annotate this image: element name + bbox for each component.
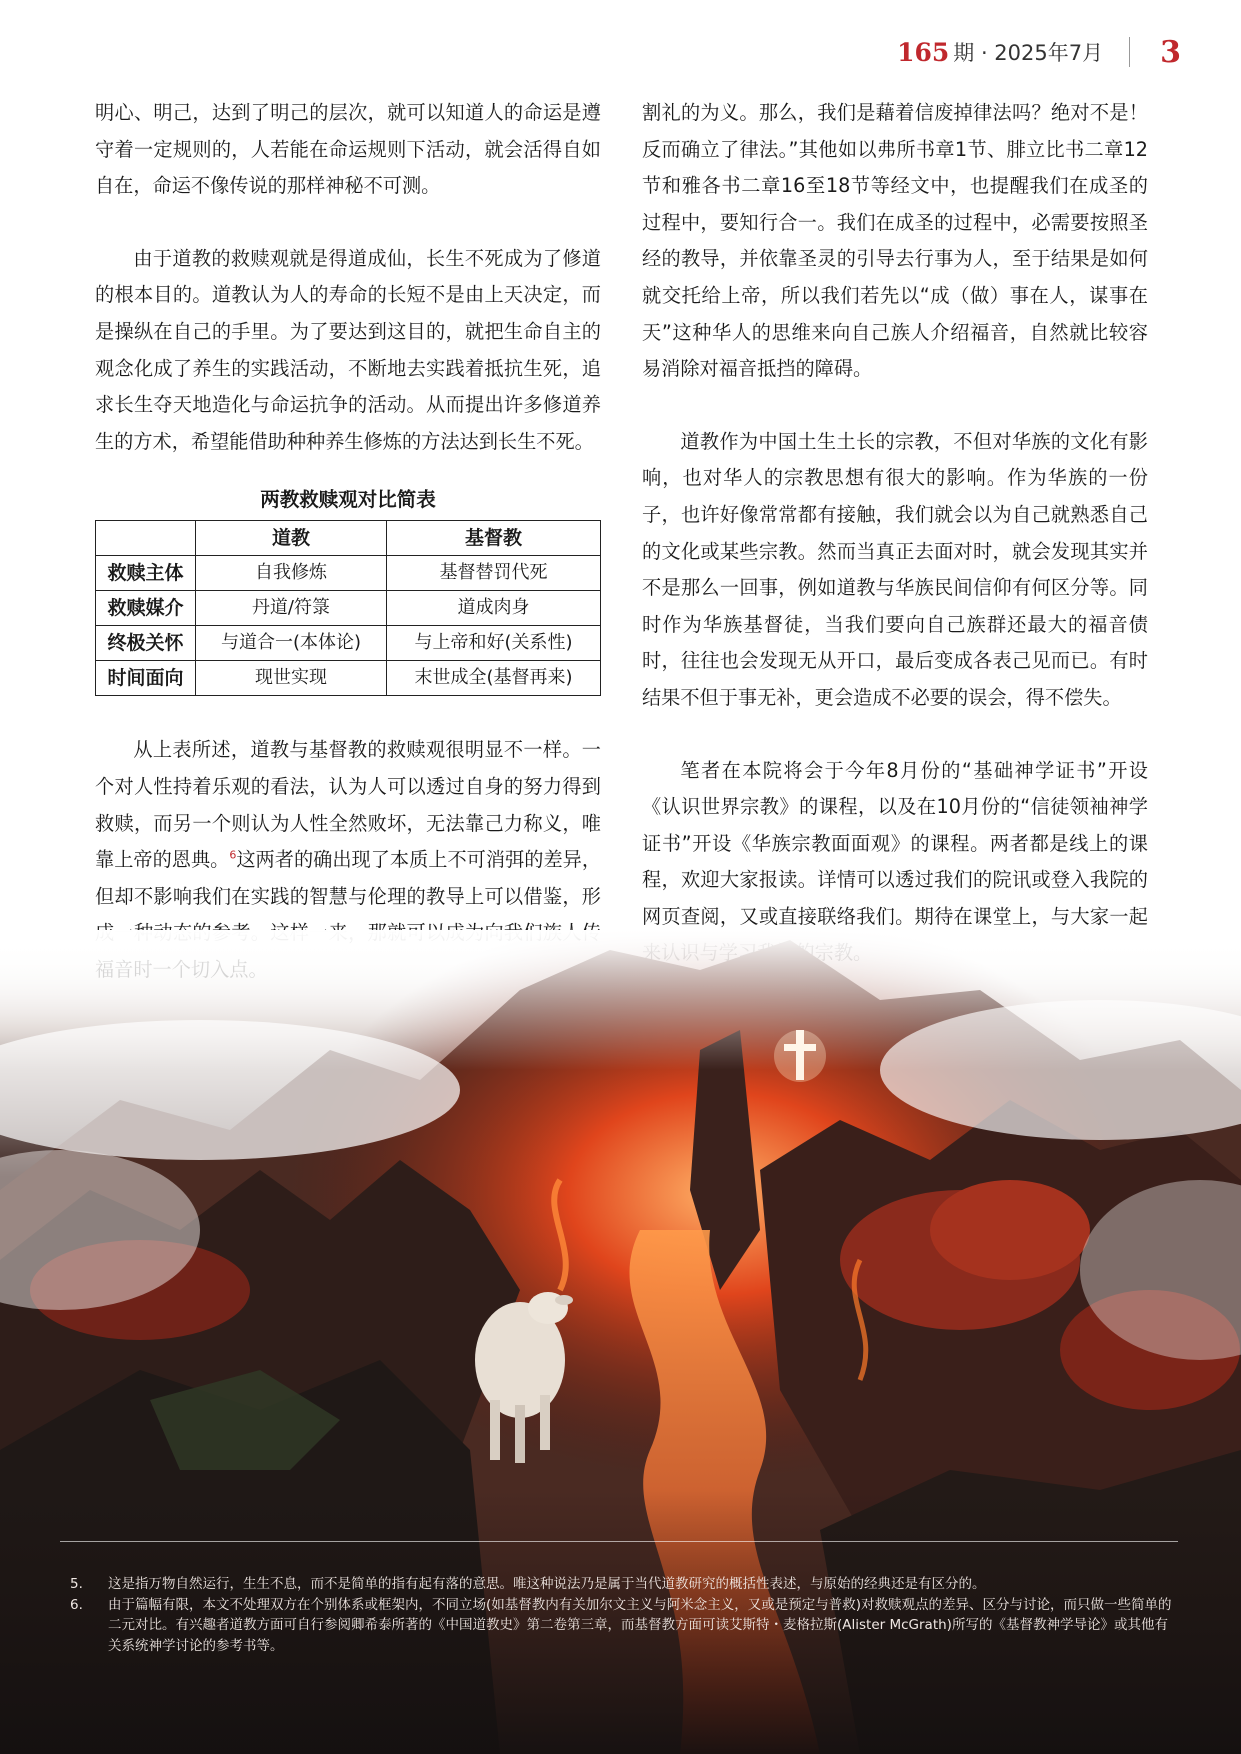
table-title: 两教救赎观对比简表: [260, 488, 436, 512]
table-corner-cell: [96, 521, 196, 556]
table-cell: 现世实现: [196, 661, 387, 696]
paragraph-text: 这两者的确出现了本质上不可消弭的差异，但却不影响我们在实践的智慧与伦理的教导上可以借鉴，形: [95, 848, 602, 908]
footnote-6: [70, 1595, 1180, 1657]
table-row: [96, 626, 601, 661]
row-label: 救赎媒介: [96, 591, 196, 626]
table-row: [96, 591, 601, 626]
issue-date: 期 · 2025年7月: [953, 41, 1104, 65]
row-label: 救赎主体: [96, 556, 196, 591]
footnote-divider: [60, 1541, 1178, 1542]
footnote-number: 5.: [70, 1576, 83, 1592]
table-cell: 基督替罚代死: [386, 556, 600, 591]
paragraph: 笔者在本院将会于今年8月份的“基础神学证书”开设《认识世界宗教》的课程，以及在10月份的“信徒领袖神学证书”开设《华族宗教面面观》的课程。两者都是线上的课程，欢迎大家报读。详情可以透过我们的院讯或登入我院的网页查阅，又或直接联络我们。期待在课堂上，与大家一起: [642, 758, 1148, 928]
column-header-taoism: 道教: [196, 521, 387, 556]
table-cell: 与上帝和好(关系性): [386, 626, 600, 661]
column-header-christianity: 基督教: [386, 521, 600, 556]
paragraph: 割礼的为义。那么，我们是藉着信废掉律法吗？绝对不是！反而确立了律法。”其他如以弗所书章1节、腓立比书二章12节和雅各书二章16至18节等经文中，也提醒我们在成圣的过程中，要知行合一。我们在成圣的过程中，必需要按照圣经的教导，并依靠圣灵的引导去行事为人，至于结果是如何就交托给上帝，所以我们若先以“成（做）事在人，谋事在天”这种华人的思维来向自己族人介绍福音，自然就比较容易消除对福音抵挡的障碍。: [642, 101, 1148, 381]
paragraph: 明心、明己，达到了明己的层次，就可以知道人的命运是遵守着一定规则的，人若能在命运规则下活动，就会活得自如自在，命运不像传说的那样神秘不可测。: [95, 101, 601, 198]
page-number: 3: [1160, 34, 1181, 70]
comparison-table: [95, 520, 601, 696]
header-divider: [1129, 37, 1130, 67]
table-row: [96, 556, 601, 591]
footnotes: [70, 1574, 1180, 1656]
footnote-5: [70, 1574, 1180, 1595]
paragraph: 道教作为中国土生土长的宗教，不但对华族的文化有影响，也对华人的宗教思想有很大的影响。作为华族的一份子，也许好像常常都有接触，我们就会以为自己就熟悉自己的文化或某些宗教。然而当真正去面对时，就会发现其实并不是那么一回事，例如道教与华族民间信仰有何区分等。同时作为华族基督徒，当我们要向自己族群还最大的福音债时，往往也会发现无从开口，最后变成各表己见而已。有时结果不但于事无补，更会造成不必要的误会，得不偿失。: [642, 429, 1148, 709]
footnote-number: 6.: [70, 1596, 83, 1613]
table-row: [96, 661, 601, 696]
table-cell: 自我修炼: [196, 556, 387, 591]
table-cell: 与道合一(本体论): [196, 626, 387, 661]
row-label: 时间面向: [96, 661, 196, 696]
footnote-text: 由于篇幅有限，本文不处理双方在个别体系或框架内，不同立场(如基督教内有关加尔文主义与阿米念主义，又或是预定与普救)对救赎观点的差异、区分与讨论，而只做一些简单的二元对比。有兴趣者道教方面可自行参阅卿希泰所著的《中国道教史》第二卷第三章，而基督教方面可读艾斯特・麦格拉斯(Alister McGrath)所写的《基督教神学导论》或其他有关系统神学讨论的参考书等。: [108, 1596, 1172, 1654]
table-cell: 末世成全(基督再来): [386, 661, 600, 696]
paragraph: 由于道教的救赎观就是得道成仙，长生不死成为了修道的根本目的。道教认为人的寿命的长短不是由上天决定，而是操纵在自己的手里。为了要达到这目的，就把生命自主的观念化成了养生的实践活动，不断地去实践着抵抗生死，追求长生夺天地造化与命运抗争的活动。从而提出许多修道养生的方术，希望能借助种种养生修炼的方法达到长生不死。: [95, 246, 601, 453]
paragraph-text: 从上表所述，道教与基督教的救赎观很明显不一样。一个对人性持着乐观的看法，认为人可以透过自身的努力得到救赎，而另一个则认为人性全然败坏，无法靠己力称义，唯靠上帝的恩典。: [95, 738, 601, 872]
table-header-row: [96, 521, 601, 556]
table-cell: 道成肉身: [386, 591, 600, 626]
table-cell: 丹道/符箓: [196, 591, 387, 626]
row-label: 终极关怀: [96, 626, 196, 661]
footnote-ref-6[interactable]: 6: [229, 848, 237, 862]
issue-number: 165: [897, 37, 950, 67]
page-header: [897, 34, 1181, 70]
footnote-text: 这是指万物自然运行，生生不息，而不是简单的指有起有落的意思。唯这种说法乃是属于当代道教研究的概括性表述，与原始的经典还是有区分的。: [108, 1576, 986, 1592]
right-column: [642, 95, 1148, 1008]
